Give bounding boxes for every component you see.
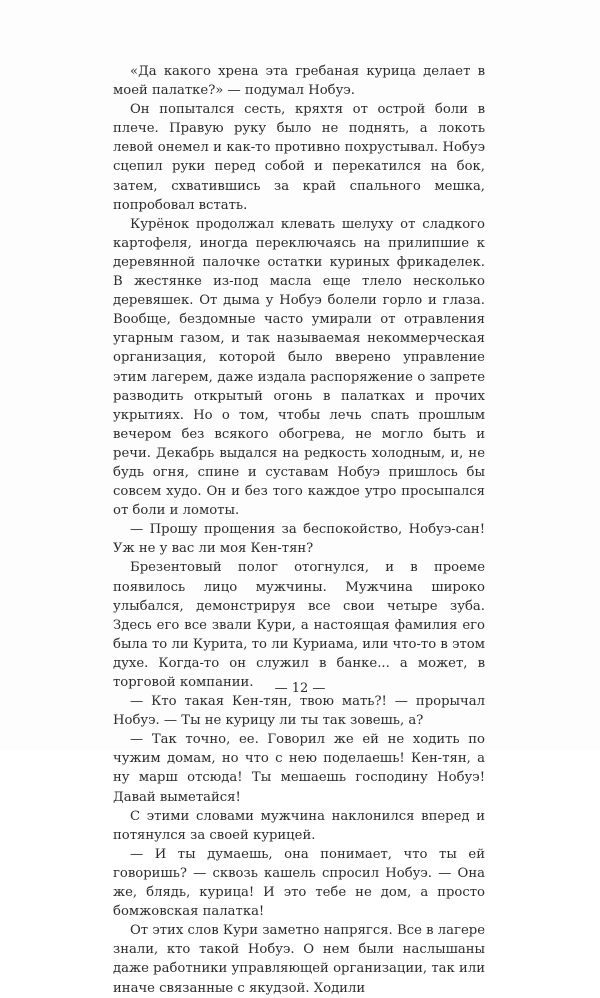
paragraph: Курёнок продолжал клевать шелуху от сладкого картофеля, иногда переключаясь на прилипшие к деревянной палочке остатки куриных фрикаделек. В жестянке из-под масла еще тлело несколько деревяшек. От дыма у Нобуэ болели горло и глаза. Вообще, бездомные часто умирали от отравления угарным газом, и так называемая некоммерческая организация, которой было вверено управление этим лагерем, даже издала распоряжение о запрете разводить открытый огонь в палатках и прочих укрытиях. Но о том, чтобы лечь спать прошлым вечером без всякого обогрева, не могло быть и речи. Декабрь выдался на редкость холодным, и, не будь огня, спине и суставам Нобуэ пришлось бы совсем худо. Он и без того каждое утро просыпался от боли и ломоты. <box>113 216 485 519</box>
paragraph: «Да какого хрена эта гребаная курица делает в моей палатке?» — подумал Нобуэ. <box>113 64 485 99</box>
body-text <box>113 62 485 998</box>
paragraph: Он попытался сесть, кряхтя от острой боли в плече. Правую руку было не поднять, а локоть левой онемел и как-то противно похрустывал. Нобуэ сцепил руки перед собой и перекатился на бок, затем, схватившись за край спального мешка, попробовал встать. <box>113 102 485 213</box>
paragraph: Брезентовый полог отогнулся, и в проеме появилось лицо мужчины. Мужчина широко улыбался, демонстрируя все свои четыре зуба. Здесь его все звали Кури, а настоящая фамилия его была то ли Курита, то ли Куриама, или что-то в этом духе. Когда-то он служил в банке... а может, в торговой компании. <box>113 560 485 690</box>
paragraph: — Кто такая Кен-тян, твою мать?! — прорычал Нобуэ. — Ты не курицу ли ты так зовешь, а? <box>113 694 485 729</box>
paragraph: — Прошу прощения за беспокойство, Нобуэ-сан! Уж не у вас ли моя Кен-тян? <box>113 522 485 557</box>
paragraph: — Так точно, ее. Говорил же ей не ходить по чужим домам, но что с нею поделаешь! Кен-тян, а ну марш отсюда! Ты мешаешь господину Нобуэ! Давай выметайся! <box>113 732 485 805</box>
paragraph: С этими словами мужчина наклонился вперед и потянулся за своей курицей. <box>113 808 485 843</box>
page-number: — 12 — <box>274 681 326 696</box>
paragraph: От этих слов Кури заметно напрягся. Все в лагере знали, кто такой Нобуэ. О нем были наслышаны даже работники управляющей организации, так или иначе связанные с якудзой. Ходили <box>113 923 485 996</box>
paragraph: — И ты думаешь, она понимает, что ты ей говоришь? — сквозь кашель спросил Нобуэ. — Она же, блядь, курица! И это тебе не дом, а просто бомжовская палатка! <box>113 846 485 920</box>
